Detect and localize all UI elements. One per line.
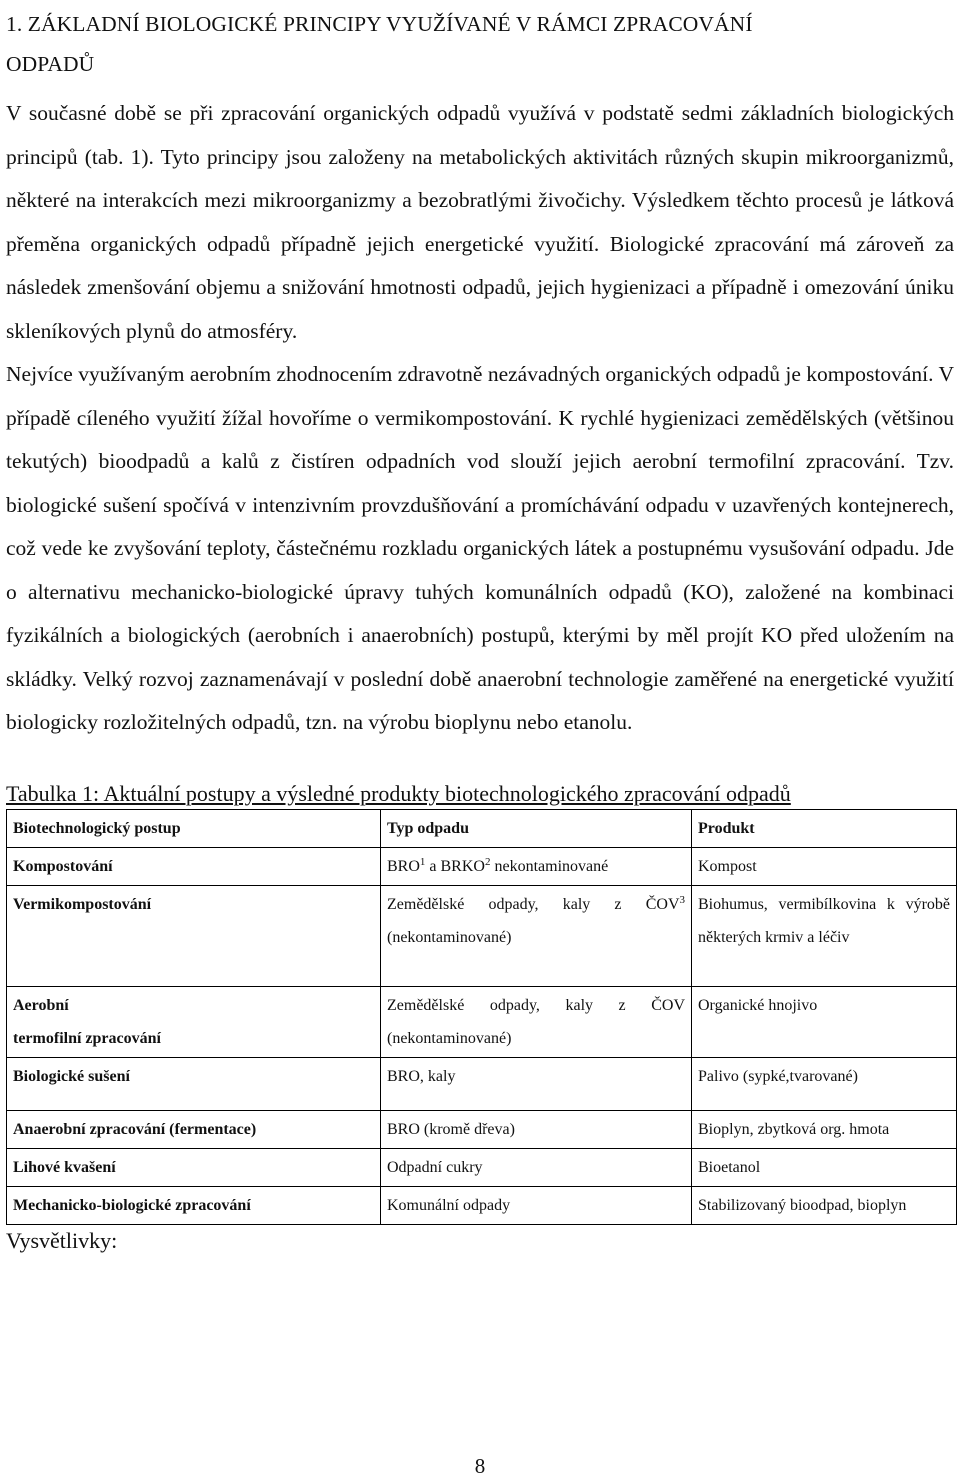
chapter-heading-line-1: 1. ZÁKLADNÍ BIOLOGICKÉ PRINCIPY VYUŽÍVANÉ V RÁMCI ZPRACOVÁNÍ bbox=[6, 12, 753, 36]
cell-odpad-text-a: Zemědělské odpady, kaly z ČOV bbox=[387, 895, 680, 913]
cell-postup-line-2: termofilní zpracování bbox=[13, 1029, 161, 1047]
cell-postup: Biologické sušení bbox=[7, 1057, 381, 1110]
cell-postup: Anaerobní zpracování (fermentace) bbox=[7, 1110, 381, 1148]
cell-odpad-text-a: BRO bbox=[387, 857, 420, 875]
cell-postup: Vermikompostování bbox=[7, 885, 381, 986]
cell-produkt: Kompost bbox=[692, 847, 957, 885]
cell-odpad: BRO, kaly bbox=[381, 1057, 692, 1110]
cell-produkt: Stabilizovaný bioodpad, bioplyn bbox=[692, 1186, 957, 1224]
cell-postup bbox=[7, 986, 381, 1057]
legend-label: Vysvětlivky: bbox=[6, 1227, 118, 1253]
cell-produkt: Bioetanol bbox=[692, 1148, 957, 1186]
page-number: 8 bbox=[474, 1454, 486, 1478]
cell-produkt: Organické hnojivo bbox=[692, 986, 957, 1057]
cell-odpad: Komunální odpady bbox=[381, 1186, 692, 1224]
footnote-ref-3: 3 bbox=[679, 893, 685, 906]
cell-postup-line-1: Aerobní bbox=[13, 996, 69, 1014]
cell-odpad-text-c: nekontaminované bbox=[490, 857, 609, 875]
footnote-ref-1: 1 bbox=[419, 855, 426, 868]
table-row bbox=[7, 847, 957, 885]
chapter-heading bbox=[6, 4, 954, 84]
cell-postup: Lihové kvašení bbox=[7, 1148, 381, 1186]
cell-odpad bbox=[381, 885, 692, 986]
table-caption: Tabulka 1: Aktuální postupy a výsledné produkty biotechnologického zpracování odpadů bbox=[6, 780, 791, 806]
header-typ-odpadu: Typ odpadu bbox=[381, 809, 692, 847]
paragraph-methods: Nejvíce využívaným aerobním zhodnocením zdravotně nezávadných organických odpadů je kompostování. V případě cíleného využití žížal hovoříme o vermikompostování. K rychlé hygienizaci zemědělských (většinou tekutých) bioodpadů a kalů z čistíren odpadních vod slouží jejich aerobní termofilní zpracování. Tzv. biologické sušení spočívá v intenzivním provzdušňování a promíchávání odpadu v uzavřených kontejnerech, což vede ke zvyšování teploty, částečnému rozkladu organických látek a postupnému vysušování odpadu. Jde o alternativu mechanicko-biologické úpravy tuhých komunálních odpadů (KO), založené na kombinaci fyzikálních a biologických (aerobních i anaerobních) postupů, kterými by měl projít KO před uložením na skládky. Velký rozvoj zaznamenávají v poslední době anaerobní technologie zaměřené na energetické využití biologicky rozložitelných odpadů, tzn. na výrobu bioplynu nebo etanolu. bbox=[6, 362, 954, 734]
cell-odpad-text-b: a BRKO bbox=[425, 857, 485, 875]
biotech-table bbox=[6, 809, 957, 1225]
document-page bbox=[6, 0, 954, 1255]
header-produkt: Produkt bbox=[692, 809, 957, 847]
table-row bbox=[7, 1110, 957, 1148]
table-row bbox=[7, 885, 957, 986]
cell-produkt: Palivo (sypké,tvarované) bbox=[692, 1057, 957, 1110]
table-row bbox=[7, 1057, 957, 1110]
cell-odpad: BRO (kromě dřeva) bbox=[381, 1110, 692, 1148]
cell-odpad-text-b: (nekontaminované) bbox=[387, 928, 512, 946]
header-postup: Biotechnologický postup bbox=[7, 809, 381, 847]
cell-postup: Mechanicko-biologické zpracování bbox=[7, 1186, 381, 1224]
cell-odpad bbox=[381, 847, 692, 885]
paragraph-intro: V současné době se při zpracování organických odpadů využívá v podstatě sedmi základních biologických principů (tab. 1). Tyto principy jsou založeny na metabolických aktivitách různých skupin mikroorganizmů, některé na interakcích mezi mikroorganizmy a bezobratlými živočichy. Výsledkem těchto procesů je látková přeměna organických odpadů případně jejich energetické využití. Biologické zpracování má zároveň za následek zmenšování objemu a snižování hmotnosti odpadů, jejich hygienizaci a případně i omezování úniku skleníkových plynů do atmosféry. bbox=[6, 101, 954, 343]
table-row bbox=[7, 986, 957, 1057]
cell-postup: Kompostování bbox=[7, 847, 381, 885]
footnote-ref-2: 2 bbox=[484, 855, 491, 868]
cell-odpad: Zemědělské odpady, kaly z ČOV (nekontaminované) bbox=[381, 986, 692, 1057]
table-header-row bbox=[7, 809, 957, 847]
cell-produkt: Bioplyn, zbytková org. hmota bbox=[692, 1110, 957, 1148]
table-row bbox=[7, 1148, 957, 1186]
table-row bbox=[7, 1186, 957, 1224]
cell-produkt: Biohumus, vermibílkovina k výrobě některých krmiv a léčiv bbox=[692, 885, 957, 986]
chapter-heading-line-2: ODPADŮ bbox=[6, 52, 95, 76]
cell-odpad: Odpadní cukry bbox=[381, 1148, 692, 1186]
